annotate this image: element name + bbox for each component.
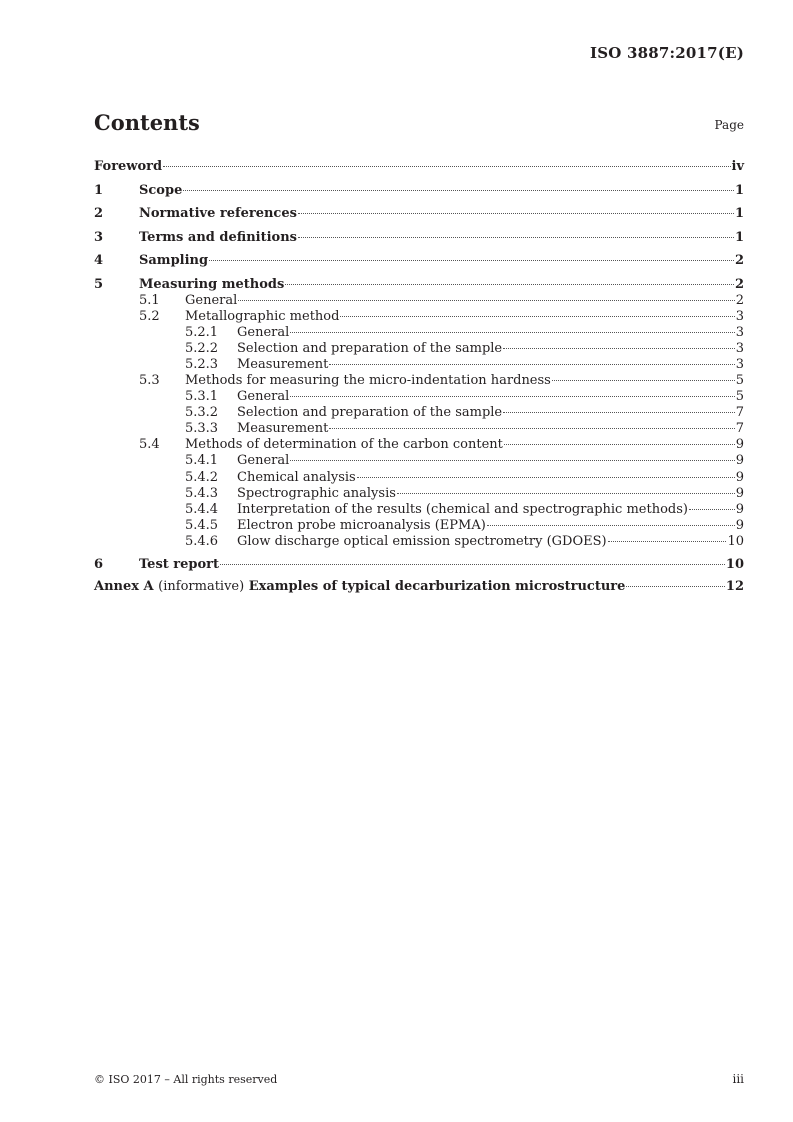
toc-page-number: 3 (735, 356, 744, 372)
toc-page-number: 5 (735, 372, 744, 388)
toc-page-number: 3 (735, 308, 744, 324)
toc-page-number: 1 (734, 206, 744, 221)
toc-entry-sampling[interactable] (94, 249, 744, 273)
toc-entry-terms-and-definitions[interactable] (94, 226, 744, 250)
toc-page-number: 9 (735, 469, 744, 485)
toc-entry-title: Measurement (237, 356, 329, 372)
annex-label: Annex A (94, 579, 154, 594)
toc-entry-title: Normative references (139, 206, 297, 221)
dot-leader (689, 509, 735, 510)
toc-page-number: 1 (734, 229, 744, 245)
dot-leader (290, 396, 734, 397)
toc-page-number: 2 (734, 276, 744, 292)
toc-entry-title: Sampling (139, 253, 209, 268)
toc-entry-title: Measurement (237, 421, 329, 437)
toc-section-number: 4 (94, 253, 104, 268)
toc-section-number: 5.4.2 (185, 469, 219, 485)
toc-section-number: 5.3.2 (185, 405, 219, 421)
toc-entry-title: Methods of determination of the carbon content (185, 437, 503, 453)
dot-leader (238, 300, 734, 301)
toc-entry-title: Terms and definitions (139, 229, 297, 245)
toc-entry-5-2-1[interactable] (94, 325, 744, 341)
toc-entry-measuring-methods[interactable] (94, 273, 744, 293)
copyright-notice: © ISO 2017 – All rights reserved (94, 1073, 278, 1086)
toc-entry-title: Glow discharge optical emission spectrometry (GDOES) (237, 533, 607, 549)
toc-section-number: 5.2.3 (185, 356, 219, 372)
dot-leader (183, 190, 734, 191)
toc-entry-normative-references[interactable] (94, 202, 744, 226)
toc-entry-title: Interpretation of the results (chemical and spectrographic methods) (237, 501, 688, 517)
dot-leader (608, 541, 727, 542)
toc-entry-title: Electron probe microanalysis (EPMA) (237, 517, 486, 533)
toc-section-number: 3 (94, 229, 104, 245)
dot-leader (503, 348, 735, 349)
dot-leader (290, 332, 734, 333)
toc-entry-annex-a[interactable] (94, 575, 744, 599)
dot-leader (397, 493, 735, 494)
dot-leader (503, 412, 735, 413)
toc-section-number: 5.4.1 (185, 453, 219, 469)
toc-page-number: 9 (735, 501, 744, 517)
toc-entry-5-4-4[interactable] (94, 502, 744, 518)
toc-entry-title: General (237, 389, 290, 405)
dot-leader (298, 237, 734, 238)
toc-page-number: 2 (735, 292, 744, 308)
toc-page-number: 3 (735, 324, 744, 340)
toc-page-number: iv (731, 159, 744, 174)
toc-entry-5-3-1[interactable] (94, 389, 744, 405)
page-number: iii (732, 1072, 744, 1086)
toc-entry-5-2[interactable] (94, 309, 744, 325)
dot-leader (504, 444, 735, 445)
toc-entry-title: Measuring methods (139, 276, 285, 292)
toc-entry-title: General (237, 324, 290, 340)
toc-entry-5-4-5[interactable] (94, 518, 744, 534)
toc-page-number: 2 (734, 253, 744, 268)
dot-leader (329, 428, 734, 429)
toc-page-number: 10 (725, 557, 744, 572)
toc-section-number: 5.2 (139, 308, 160, 324)
dot-leader (290, 460, 734, 461)
toc-section-number: 6 (94, 557, 104, 572)
toc-page-number: 9 (735, 437, 744, 453)
toc-section-number: 5.3 (139, 372, 160, 388)
toc-entry-foreword[interactable] (94, 155, 744, 179)
table-of-contents (94, 155, 744, 599)
dot-leader (298, 213, 734, 214)
toc-entry-title (94, 575, 625, 599)
toc-entry-5-2-3[interactable] (94, 357, 744, 373)
toc-section-number: 1 (94, 182, 104, 198)
toc-entry-5-4-3[interactable] (94, 486, 744, 502)
toc-entry-title: Selection and preparation of the sample (237, 405, 503, 421)
toc-section-number: 5 (94, 276, 104, 292)
toc-entry-5-3-3[interactable] (94, 421, 744, 437)
toc-section-number: 5.4 (139, 437, 160, 453)
toc-page-number: 3 (735, 340, 744, 356)
toc-entry-title: General (185, 292, 238, 308)
toc-section-number: 5.4.6 (185, 533, 219, 549)
toc-entry-title: Chemical analysis (237, 469, 356, 485)
toc-entry-title: General (237, 453, 290, 469)
page-column-label: Page (714, 118, 744, 132)
toc-entry-title: Foreword (94, 159, 163, 174)
toc-section-number: 5.4.4 (185, 501, 219, 517)
toc-entry-5-4-1[interactable] (94, 453, 744, 469)
dot-leader (340, 316, 734, 317)
dot-leader (209, 260, 734, 261)
toc-entry-5-1[interactable] (94, 293, 744, 309)
document-code: ISO 3887:2017(E) (590, 44, 744, 62)
toc-page-number: 1 (734, 182, 744, 198)
toc-entry-5-2-2[interactable] (94, 341, 744, 357)
toc-entry-title: Test report (139, 557, 220, 572)
toc-entry-title: Scope (139, 182, 183, 198)
toc-page-number: 9 (735, 453, 744, 469)
dot-leader (285, 284, 734, 285)
toc-page-number: 10 (727, 533, 744, 549)
page-title: Contents (94, 110, 200, 135)
toc-entry-title: Methods for measuring the micro-indentation hardness (185, 372, 551, 388)
toc-section-number: 2 (94, 206, 104, 221)
toc-page-number: 7 (735, 405, 744, 421)
toc-entry-5-3[interactable] (94, 373, 744, 389)
toc-section-number: 5.2.2 (185, 340, 219, 356)
dot-leader (552, 380, 735, 381)
dot-leader (357, 477, 735, 478)
toc-section-number: 5.4.5 (185, 517, 219, 533)
toc-page-number: 12 (725, 579, 744, 594)
toc-entry-5-4-6[interactable] (94, 534, 744, 550)
toc-page-number: 9 (735, 517, 744, 533)
toc-entry-5-3-2[interactable] (94, 405, 744, 421)
toc-entry-title: Spectrographic analysis (237, 485, 396, 501)
toc-entry-5-4[interactable] (94, 437, 744, 453)
annex-qualifier: (informative) (158, 579, 245, 594)
toc-entry-5-4-2[interactable] (94, 470, 744, 486)
dot-leader (329, 364, 734, 365)
toc-page-number: 7 (735, 421, 744, 437)
toc-section-number: 5.4.3 (185, 485, 219, 501)
toc-entry-scope[interactable] (94, 179, 744, 203)
annex-title: Examples of typical decarburization microstructure (248, 579, 626, 594)
toc-section-number: 5.1 (139, 292, 160, 308)
dot-leader (163, 166, 730, 167)
toc-section-number: 5.3.3 (185, 421, 219, 437)
toc-entry-test-report[interactable] (94, 550, 744, 575)
dot-leader (487, 525, 735, 526)
toc-section-number: 5.3.1 (185, 389, 219, 405)
dot-leader (220, 564, 725, 565)
toc-page-number: 5 (735, 389, 744, 405)
toc-entry-title: Selection and preparation of the sample (237, 340, 503, 356)
dot-leader (626, 586, 725, 587)
toc-entry-title: Metallographic method (185, 308, 340, 324)
toc-page-number: 9 (735, 485, 744, 501)
toc-section-number: 5.2.1 (185, 324, 219, 340)
